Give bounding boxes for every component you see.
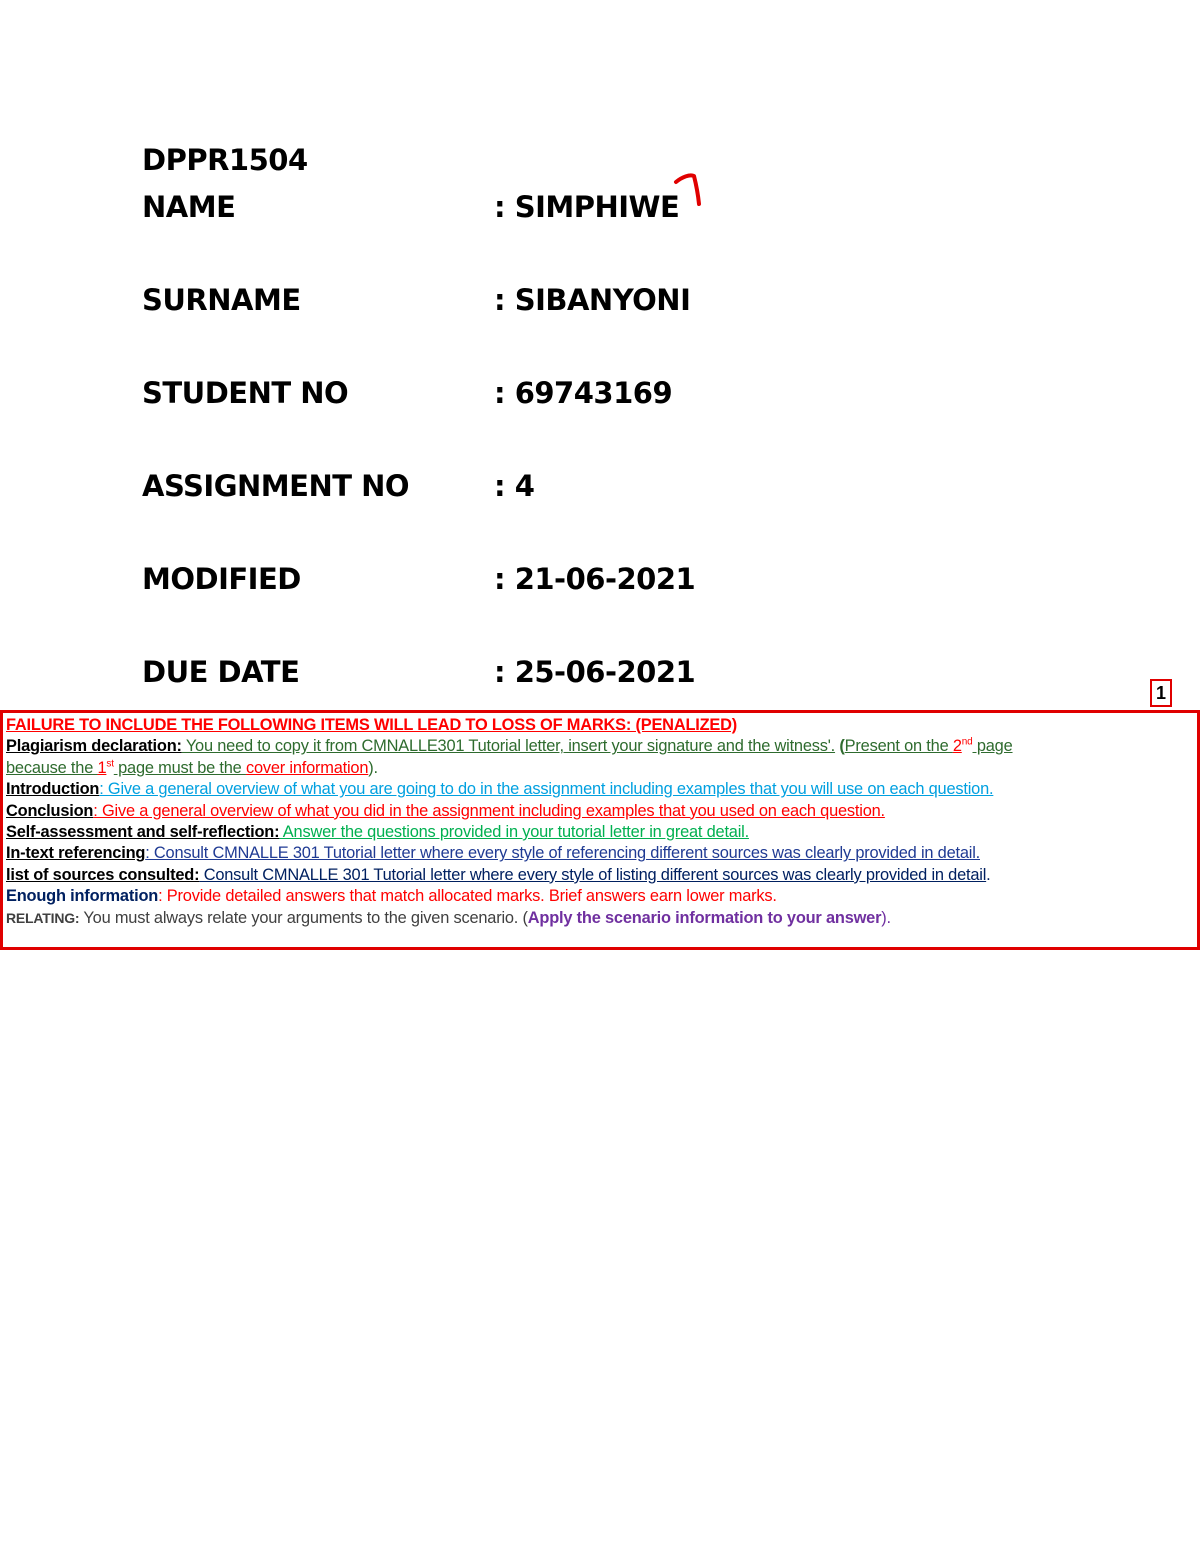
item-text: ). [881, 908, 891, 927]
item-label: Plagiarism declaration: [6, 737, 182, 756]
item-text: Apply the scenario information to your answer [527, 908, 882, 927]
item-text: page [972, 737, 1013, 756]
field-value: : 25-06-2021 [494, 655, 696, 689]
item-text: Present on the [844, 737, 953, 756]
notice-in-text-referencing [6, 843, 1197, 864]
item-text: You must always relate your arguments to the given scenario. ( [79, 908, 528, 927]
notice-conclusion [6, 801, 1197, 822]
item-text: : Provide detailed answers that match allocated marks. Brief answers earn lower marks. [158, 887, 777, 906]
notice-plagiarism [6, 736, 1197, 757]
notice-plagiarism-cont [6, 758, 1197, 779]
field-value: : 69743169 [494, 376, 673, 410]
grader-tick-icon [672, 172, 704, 208]
notice-relating [6, 908, 1197, 929]
item-text: 1 [97, 758, 107, 777]
notice-self-assessment [6, 822, 1197, 843]
item-label: list of sources consulted: [6, 865, 200, 884]
field-label: SURNAME [142, 283, 301, 317]
item-label: Conclusion [6, 801, 94, 820]
notice-heading: FAILURE TO INCLUDE THE FOLLOWING ITEMS WILL LEAD TO LOSS OF MARKS: (PENALIZED) [6, 716, 738, 734]
item-text: because the [6, 758, 98, 777]
field-value: : 21-06-2021 [494, 562, 696, 596]
item-text: Consult CMNALLE 301 Tutorial letter where every style of listing different sources was clearly provided in detail [199, 865, 987, 884]
course-code: DPPR1504 [142, 143, 308, 177]
item-text: nd [961, 736, 973, 748]
page-marker: 1 [1150, 679, 1172, 707]
item-text: You need to copy it from CMNALLE301 Tutorial letter, insert your signature and the witness'. [181, 737, 836, 756]
item-text: 2 [952, 737, 962, 756]
item-text: : Give a general overview of what you are going to do in the assignment including examples that you will use on each question. [99, 780, 994, 799]
field-label: NAME [142, 190, 236, 224]
item-text: st [106, 758, 114, 770]
notice-enough-information [6, 886, 1197, 907]
notice-introduction [6, 779, 1197, 800]
field-value: : SIBANYONI [494, 283, 691, 317]
item-text: ( [835, 737, 845, 756]
item-label: Self-assessment and self-reflection: [6, 823, 280, 842]
item-text: : Give a general overview of what you did in the assignment including examples that you used on each question. [93, 801, 885, 820]
field-value: : 4 [494, 469, 535, 503]
item-text: Answer the questions provided in your tutorial letter in great detail. [279, 823, 749, 842]
item-text: . [986, 865, 991, 884]
item-text: : Consult CMNALLE 301 Tutorial letter where every style of referencing different sources was clearly provided in detail. [145, 844, 980, 863]
notice-sources [6, 865, 1197, 886]
marks-notice-box [0, 710, 1200, 950]
item-label: Introduction [6, 780, 100, 799]
field-value: : SIMPHIWE [494, 190, 680, 224]
field-label: ASSIGNMENT NO [142, 469, 410, 503]
item-text: cover information [245, 758, 369, 777]
field-label: DUE DATE [142, 655, 300, 689]
item-label: RELATING: [6, 909, 80, 926]
item-label: Enough information [6, 887, 159, 906]
field-label: MODIFIED [142, 562, 301, 596]
item-text: page must be the [113, 758, 246, 777]
field-label: STUDENT NO [142, 376, 349, 410]
item-text: ). [368, 758, 378, 777]
item-label: In-text referencing [6, 844, 146, 863]
